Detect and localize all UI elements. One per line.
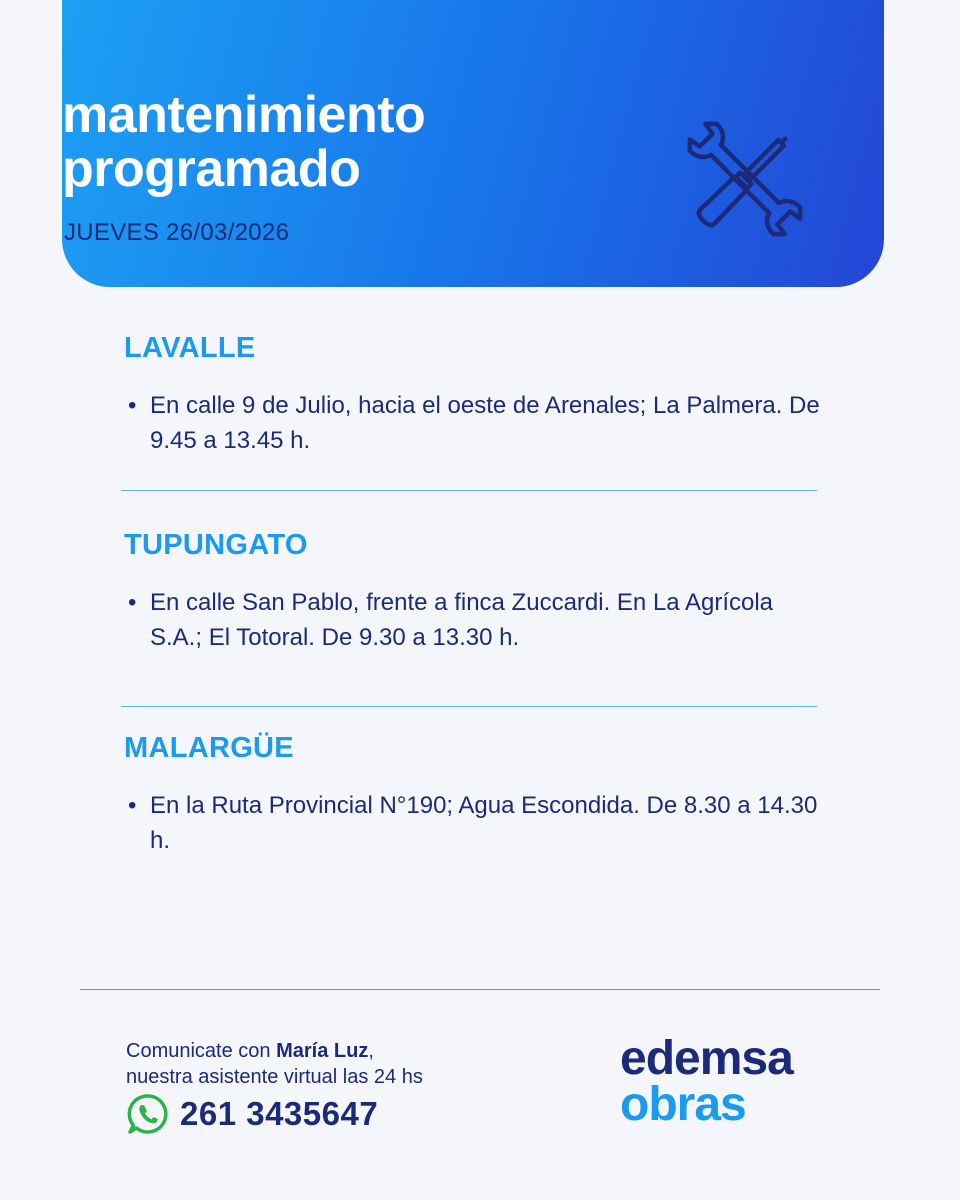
title-line-1: mantenimiento (62, 86, 426, 144)
edemsa-obras-logo (620, 1032, 793, 1131)
bullet-dot: • (128, 392, 137, 419)
list-item (124, 585, 824, 655)
list-item-text: En calle 9 de Julio, hacia el oeste de Arenales; La Palmera. De 9.45 a 13.45 h. (150, 392, 820, 454)
phone-row[interactable] (126, 1092, 378, 1136)
contact-line-1 (126, 1038, 423, 1064)
assistant-name: María Luz (276, 1040, 369, 1062)
section-malargue (124, 732, 824, 854)
date-label: JUEVES 26/03/2026 (64, 219, 290, 246)
section-divider (121, 706, 817, 707)
whatsapp-icon (126, 1092, 170, 1136)
logo-line-1: edemsa (620, 1032, 793, 1085)
logo-line-2: obras (620, 1078, 746, 1131)
section-title: TUPUNGATO (124, 529, 308, 561)
page-title (62, 88, 425, 196)
section-title: LAVALLE (124, 332, 256, 364)
list-item-text: En la Ruta Provincial N°190; Agua Escondida. De 8.30 a 14.30 h. (150, 792, 818, 854)
section-divider (121, 490, 817, 491)
section-lavalle (124, 332, 824, 454)
title-line-2: programado (62, 140, 361, 198)
list-item-text: En calle San Pablo, frente a finca Zuccardi. En La Agrícola S.A.; El Totoral. De 9.30 a 13.30 h. (150, 589, 774, 651)
tools-icon (680, 114, 810, 244)
list-item (124, 388, 824, 458)
contact-suffix: , (368, 1040, 374, 1062)
section-tupungato (124, 529, 824, 651)
phone-number[interactable]: 261 3435647 (180, 1095, 379, 1132)
contact-text (126, 1038, 423, 1090)
contact-line-2: nuestra asistente virtual las 24 hs (126, 1066, 423, 1088)
bullet-dot: • (128, 792, 137, 819)
section-title: MALARGÜE (124, 732, 294, 764)
contact-prefix: Comunicate con (126, 1040, 277, 1062)
list-item (124, 788, 824, 858)
bullet-dot: • (128, 589, 137, 616)
footer-divider (80, 989, 880, 990)
